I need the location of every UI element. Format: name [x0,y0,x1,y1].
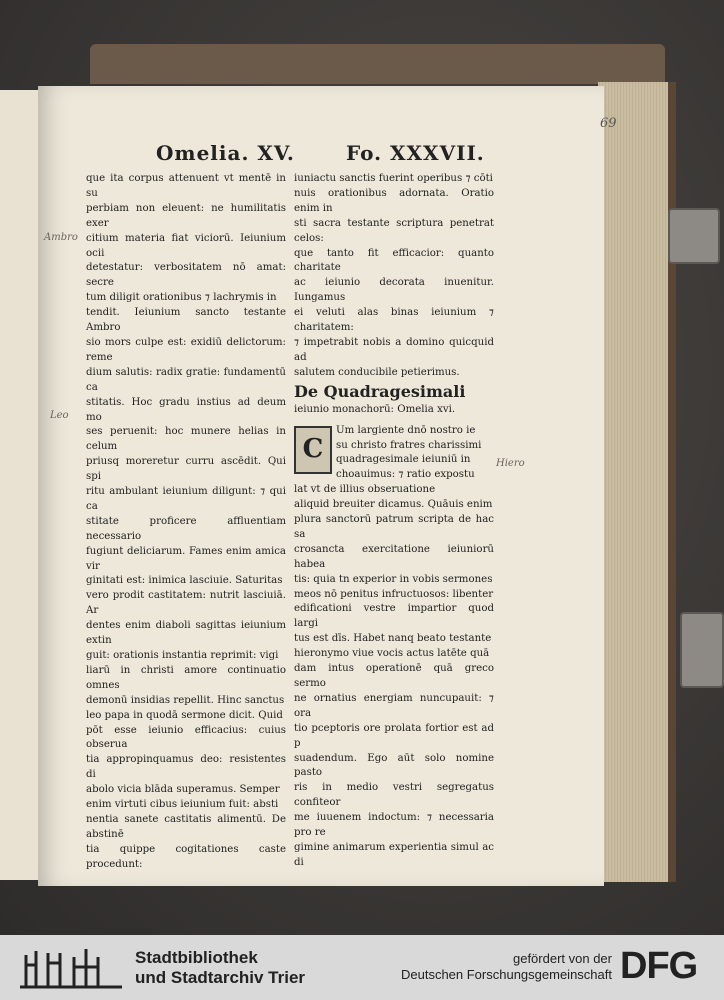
book-cover-top [90,44,665,84]
text-line: tia quippe cogitationes caste procedunt: [86,843,286,870]
text-line: perbiam non eleuent: ne humilitatis exer [86,202,286,229]
text-line: tendit. Ieiunium sancto testante Ambro [86,307,286,334]
text-line: lat vt de illius obseruatione [294,484,436,496]
text-line [294,871,494,872]
section-subtitle: ieiunio monachorū: Omelia xvi. [294,403,456,415]
text-line: crosancta exercitatione ieiuniorū habea [294,543,494,570]
text-line: enim virtuti cibus ieiunium fuit: absti [86,799,279,811]
left-page-edge [0,90,43,880]
running-head-left: Omelia. XV. [156,141,295,165]
text-line: que ita corpus attenuent vt mentē in su [86,173,286,199]
text-line: sti sacra testante scriptura penetrat celos: [294,217,494,244]
text-line: fugiunt deliciarum. Fames enim amica vir [86,545,286,572]
text-line: ses peruenit: hoc munere helias in celum [86,426,286,453]
dfg-logo: DFG [620,945,698,987]
text-line: leo papa in quodā sermone dicit. Quid [86,709,283,721]
text-line: Um largiente dnō nostro ie [336,424,476,436]
text-line: meos nō penitus infructuosos: libenter [294,588,494,600]
text-line: stitate proficere affluentiam necessario [86,515,286,542]
text-line: detestatur: verbositatem nō amat: secre [86,262,286,289]
text-line: su christo fratres charissimi [336,439,482,451]
text-line: ne ornatius energiam nuncupauit: ⁊ ora [294,692,494,719]
text-line: choauimus: ⁊ ratio expostu [336,469,475,481]
text-line: plura sanctorū patrum scripta de hac sa [294,514,494,540]
library-name: Stadtbibliothek und Stadtarchiv Trier [135,948,306,987]
text-line: priusq moreretur curru ascēdit. Qui spi [86,456,286,483]
text-line: nentia sanete castitatis alimentū. De abstinē [86,813,286,840]
text-line: stitatis. Hoc gradu instius ad deum mo [86,396,286,423]
margin-note: Ambro [44,232,78,243]
clasp-top [668,208,720,264]
text-line: guit: orationis instantia reprimit: vigi [86,650,279,661]
text-line: dium salutis: radix gratie: fundamentū ca [86,366,286,393]
text-line: nuis orationibus adornata. Oratio enim in [294,187,494,214]
text-line: tis: quia tn experior in vobis sermones [294,573,493,585]
text-line: me iuuenem indoctum: ⁊ necessaria pro re [294,812,494,839]
section-title: De Quadragesimali [294,381,466,401]
text-line: ris in medio vestri segregatus confiteor [294,782,494,809]
text-line: tia appropinquamus deo: resistentes di [86,754,286,781]
text-line: ac ieiunio decorata inuenitur. Iungamus [294,277,494,304]
text-line: gimine animarum experientia simul ac di [294,841,494,868]
text-line: pōt esse ieiunio efficacius: cuius obserua [86,724,286,751]
decorated-initial: C [294,426,332,474]
library-logo-icon [18,943,128,991]
text-column-left [86,172,286,872]
text-line: ritu ambulant ieiunium diligunt: ⁊ qui ca [86,486,286,512]
margin-note: Hiero [496,458,525,469]
page-edges [598,82,676,882]
text-line: tus est dīs. Habet nanq beato testante [294,633,492,645]
text-line: abolo vicia blāda superamus. Semper [86,784,280,796]
text-line: quadragesimale ieiuniū in [336,454,471,466]
text-line: dam intus operationē quā greco sermo [294,663,494,689]
text-line: ei veluti alas binas ieiunium ⁊ charitatem: [294,307,494,334]
running-head-right: Fo. XXXVII. [346,141,485,165]
clasp-bottom [680,612,724,688]
margin-note: Leo [50,410,69,421]
text-line: tio pceptoris ore prolata fortior est ad p [294,722,494,749]
text-line: citium materia fiat viciorū. Ieiunium ocii [86,232,286,259]
funding-text: gefördert von der Deutschen Forschungsgemeinschaft [400,951,612,982]
text-line: ⁊ impetrabit nobis a domino quicquid ad [294,336,494,363]
footer-bar [0,935,724,1000]
book-page [38,86,617,886]
text-line: suadendum. Ego aūt solo nomine pasto [294,752,494,779]
text-line: iuniactu sanctis fuerint operibus ⁊ cōti [294,173,493,184]
folio-number: 69 [600,116,617,131]
text-line: dentes enim diaboli sagittas ieiunium extin [86,620,286,647]
text-column-right [294,172,494,872]
text-line: liarū in christi amore continuatio omnes [86,664,286,691]
text-line: edificationi vestre impartior quod largi [294,603,494,630]
text-line: que tanto fit efficacior: quanto charitate [294,247,494,274]
text-line: aliquid breuiter dicamus. Quāuis enim [294,499,493,511]
text-line: salutem conducibile petierimus. [294,366,460,378]
text-line: sio mors culpe est: exidiū delictorum: reme [86,336,286,363]
text-line: tum diligit orationibus ⁊ lachrymis in [86,292,277,304]
text-line: ginitati est: inimica lasciuie. Saturitas [86,575,283,587]
text-line: demonū insidias repellit. Hinc sanctus [86,694,285,706]
text-line: vero prodit castitatem: nutrit lasciuiā. Ar [86,590,286,617]
text-line: hieronymo viue vocis actus latēte quā [294,648,490,660]
